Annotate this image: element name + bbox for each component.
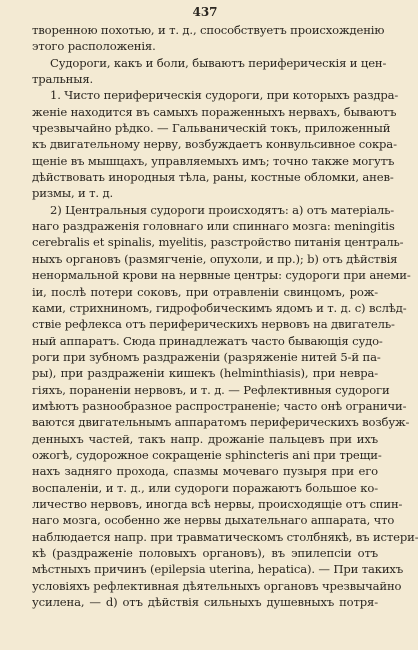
text-line: гіяхъ, пораненіи нервовъ, и т. д. — Рефлективныя судороги (32, 382, 390, 397)
text-line: тральныя. (32, 72, 94, 87)
text-line: ками, стрихниномъ, гидрофобическимъ ядомъ и т. д. c) вслѣд- (32, 300, 407, 315)
text-line: этого расположенія. (32, 39, 156, 54)
text-line: ствіе рефлекса отъ периферическихъ нервовъ на двигатель- (32, 317, 395, 332)
text-line: ризмы, и т. д. (32, 186, 114, 201)
text-line: cerebralis et spinalis, myelitis, разстройство питанія централь- (32, 235, 404, 250)
text-line: щеніе въ мышцахъ, управляемыхъ имъ; точно также могутъ (32, 153, 395, 168)
text-line: наго мозга, особенно же нервы дыхательнаго аппарата, что (32, 513, 395, 528)
text-line: къ двигательному нерву, возбуждаетъ конвульсивное сокра- (32, 137, 397, 152)
text-line: денныхъ частей, такъ напр. дрожаніе пальцевъ при ихъ (32, 431, 378, 446)
text-line: мѣстныхъ причинъ (epilepsia uterina, hepatica). — При такихъ (32, 562, 404, 577)
text-line: 1. Чисто периферическія судороги, при которыхъ раздра- (50, 88, 399, 103)
text-line: чрезвычайно рѣдко. — Гальваническій токъ, приложенный (32, 121, 391, 136)
text-line: ненормальной крови на нервные центры: судороги при анеми- (32, 268, 411, 283)
text-line: дѣйствовать инородныя тѣла, раны, костные обломки, анев- (32, 170, 394, 185)
text-line: кѣ (раздраженіе половыхъ органовъ), въ эпилепсіи отъ (32, 546, 378, 560)
text-line: іи, послѣ потери соковъ, при отравленіи свинцомъ, рож- (32, 284, 378, 299)
text-line: творенною похотью, и т. д., способствуетъ происхожденію (32, 23, 385, 37)
text-line: условіяхъ рефлективная дѣятельныхъ органовъ чрезвычайно (32, 578, 402, 593)
text-line: личество нервовъ, иногда всѣ нервы, происходящіе отъ спин- (32, 496, 403, 511)
text-line: наблюдается напр. при травматическомъ столбнякѣ, въ истери- (32, 529, 418, 544)
text-line: усилена, — d) отъ дѣйствія сильныхъ душевныхъ потря- (32, 595, 378, 610)
text-line: наго раздраженія головнаго или спиннаго мозга: meningitis (32, 219, 395, 234)
text-line: ныхъ органовъ (размягченіе, опухоли, и пр.); b) отъ дѣйствія (32, 251, 398, 266)
text-line: ожогѣ, судорожное сокращеніе sphincteris ani при трещи- (32, 447, 382, 462)
text-line: нахъ задняго прохода, спазмы мочеваго пузыря при его (32, 464, 378, 479)
page-number: 437 (192, 5, 218, 19)
text-line: ваются двигательнымъ аппаратомъ периферическихъ возбуж- (32, 415, 410, 430)
text-line: 2) Центральныя судороги происходятъ: a) отъ матеріаль- (50, 202, 395, 217)
text-line: Судороги, какъ и боли, бываютъ периферическія и цен- (50, 55, 387, 70)
text-line: имѣютъ разнообразное распространеніе; часто онѣ ограничи- (32, 398, 407, 413)
text-line: воспаленіи, и т. д., или судороги поражаютъ большое ко- (32, 480, 378, 495)
text-line: роги при зубномъ раздраженіи (разряженіе нитей 5-й па- (32, 349, 381, 364)
body-text (32, 22, 418, 610)
text-line: женіе находится въ самыхъ пораженныхъ нервахъ, бываютъ (32, 104, 397, 119)
text-line: ный аппаратъ. Сюда принадлежатъ часто бывающія судо- (32, 333, 383, 348)
text-line: ры), при раздраженіи кишекъ (helminthiasis), при невра- (32, 366, 378, 381)
